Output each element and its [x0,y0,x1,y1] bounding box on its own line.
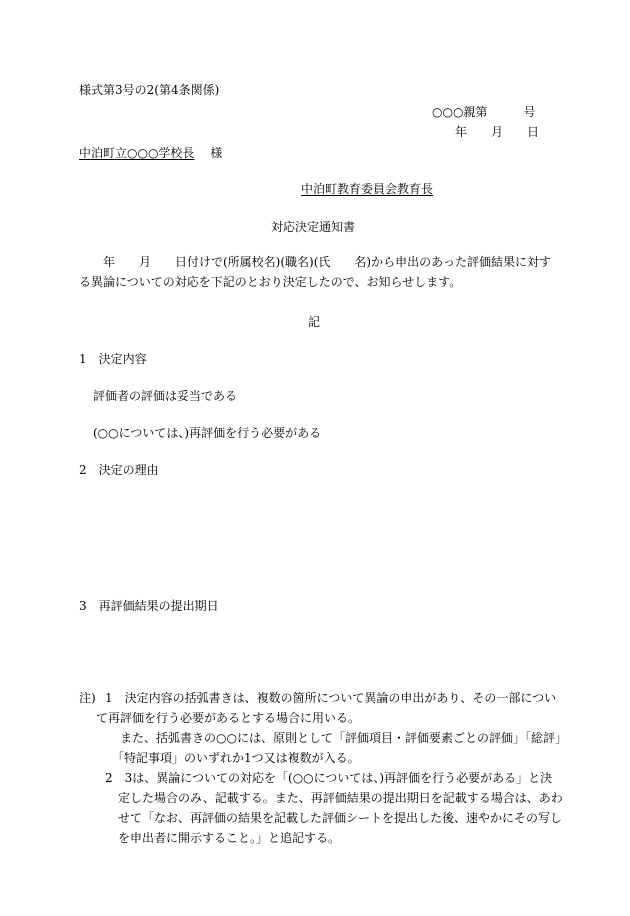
decision-option-2: (○○については、)再評価を行う必要がある [93,426,322,440]
recipient-line [79,145,222,161]
body-line-2: る異論についての対応を下記のとおり決定したので、お知らせします。 [79,275,462,289]
date-line: 年 月 日 [455,125,540,139]
notes-label: 注) [79,691,96,705]
decision-option-1: 評価者の評価は妥当である [93,389,238,403]
document-title: 対応決定通知書 [271,220,356,234]
note-1-line-1: 1 決定内容の括弧書きは、複数の箇所について異論の申出があり、その一部につい [105,691,557,705]
document-number: ○○○親第 号 [432,105,536,119]
recipient-suffix: 様 [210,146,223,160]
section-1-heading: 1 決定内容 [79,352,147,366]
note-1-line-4: 「特記事項」のいずれか1つ又は複数が入る。 [112,751,360,765]
note-2-line-3: せて「なお、再評価の結果を記載した評価シートを提出した後、速やかにその写し [118,811,563,825]
note-1-line-3: また、括弧書きの○○には、原則として「評価項目・評価要素ごとの評価」「総評」 [120,731,567,745]
section-3-heading: 3 再評価結果の提出期日 [79,599,219,613]
note-2-line-4: を申出者に開示すること。」と追記する。 [118,831,341,845]
recipient-name: 中泊町立○○○学校長 [79,146,195,160]
section-2-heading: 2 決定の理由 [79,463,159,477]
sender-name: 中泊町教育委員会教育長 [301,182,434,196]
note-2-line-1: 2 3は、異論についての対応を「(○○については、)再評価を行う必要がある」と決 [105,771,553,785]
note-1-line-2: て再評価を行う必要があるとする場合に用いる。 [96,711,361,725]
body-paragraph [79,252,557,292]
note-2-line-2: 定した場合のみ、記載する。また、再評価結果の提出期日を記載する場合は、あわ [118,791,563,805]
form-id: 様式第3号の2(第4条関係) [79,83,220,97]
body-line-1: 年 月 日付けで(所属校名)(職名)(氏 名)から申出のあった評価結果に対す [103,255,551,269]
ki-heading: 記 [308,315,321,329]
